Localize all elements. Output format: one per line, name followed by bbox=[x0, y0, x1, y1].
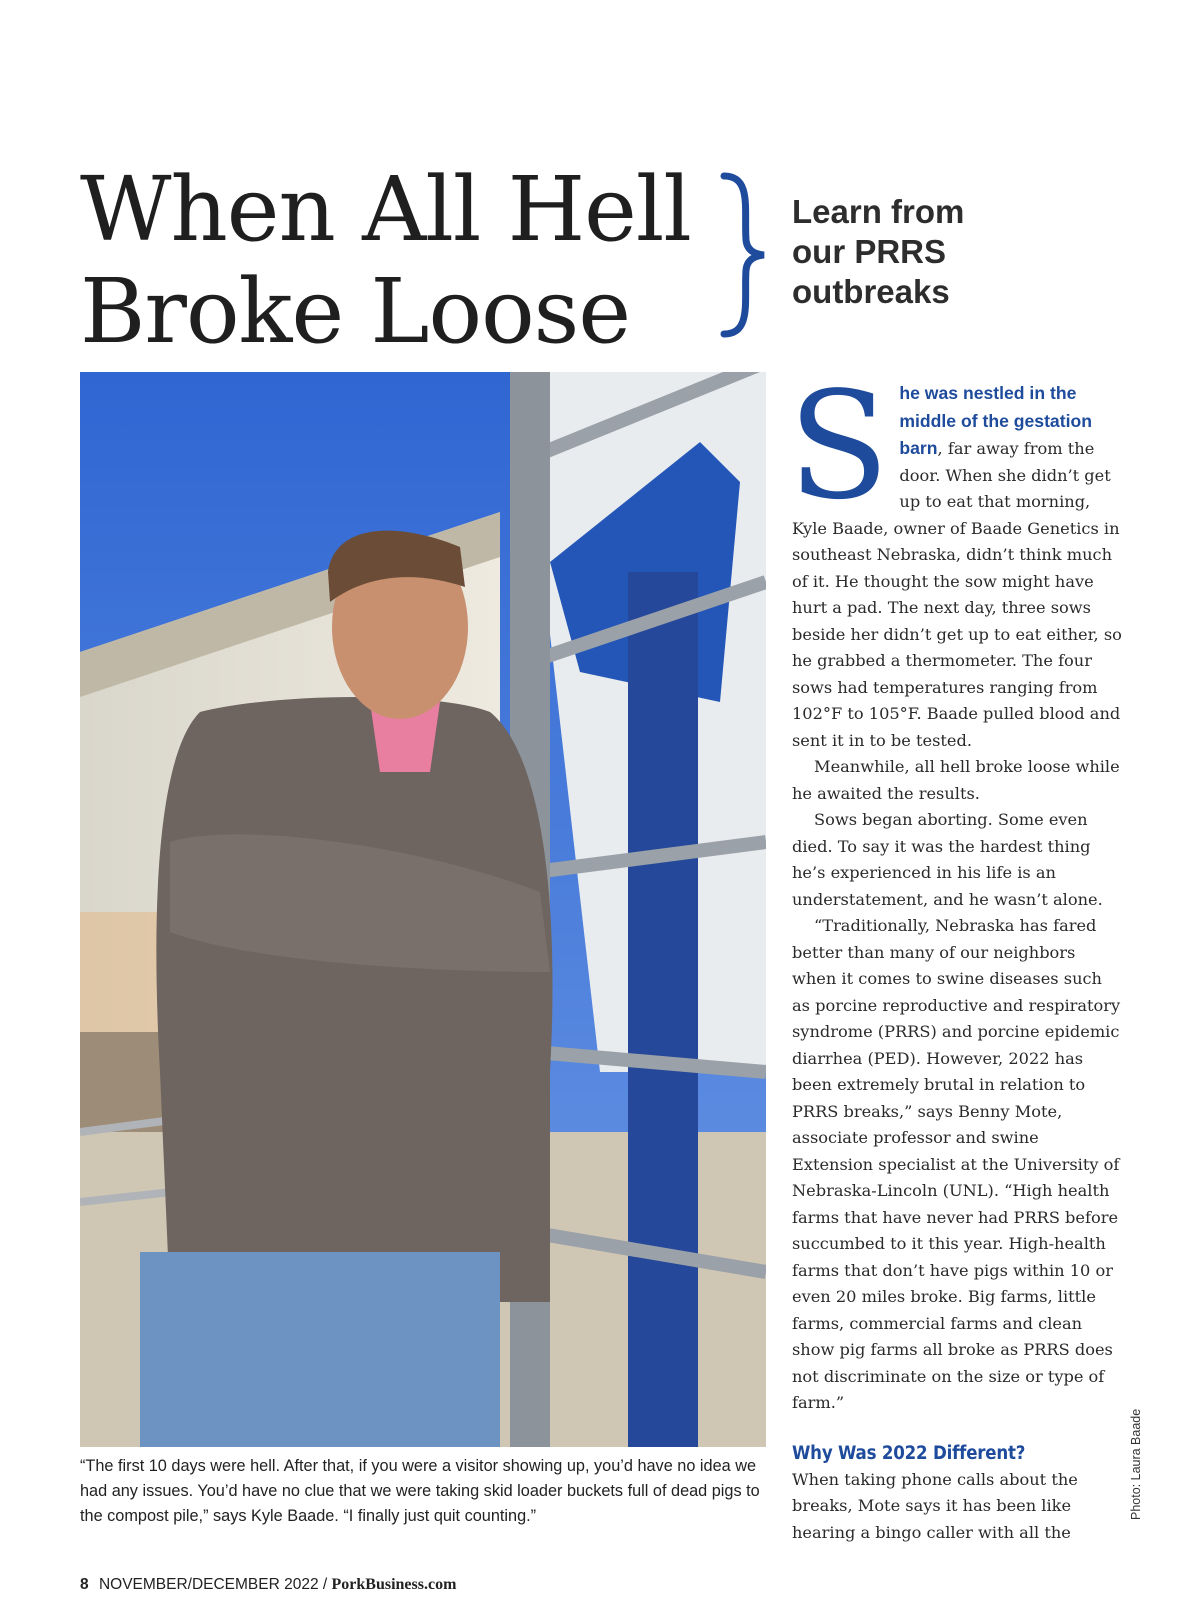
deck-subtitle: Learn from our PRRS outbreaks bbox=[792, 193, 965, 310]
article-body bbox=[788, 360, 1122, 1546]
section-subhead: Why Was 2022 Different? bbox=[792, 1442, 1026, 1464]
right-brace-icon bbox=[718, 170, 774, 340]
drop-cap: S bbox=[788, 360, 890, 532]
photo-credit: Photo: Laura Baade bbox=[1129, 1408, 1143, 1520]
site-link[interactable]: PorkBusiness.com bbox=[331, 1576, 457, 1593]
paragraph-4: “Traditionally, Nebraska has fared better than many of our neighbors when it comes to swine diseases such as porcine reproductive and respiratory syndrome (PRRS) and porcine epidemic diarrhea (PED). However, 2022 has been extremely brutal in relation to PRRS breaks,” says Benny Mote, associate professor and swine Extension specialist at the University of Nebraska-Lincoln (UNL). “High health farms that have never had PRRS before succumbed to it this year. High-health farms that don’t have pigs within 10 or even 20 miles broke. Big farms, little farms, commercial farms and clean show pig farms all broke as PRRS does not discriminate on the size or type of farm.” bbox=[792, 916, 1121, 1412]
headline bbox=[80, 158, 720, 362]
paragraph-5: When taking phone calls about the breaks, Mote says it has been like hearing a bingo caller with all the bbox=[792, 1469, 1078, 1542]
paragraph-2: Meanwhile, all hell broke loose while he awaited the results. bbox=[792, 757, 1120, 803]
photo-caption: “The first 10 days were hell. After that, if you were a visitor showing up, you’d have no idea we had any issues. You’d have no clue that we were taking skid loader buckets full of dead pigs to the compost pile,” says Kyle Baade. “I finally just quit counting.” bbox=[80, 1457, 760, 1525]
paragraph-1-text: , far away from the door. When she didn’t get up to eat that morning, Kyle Baade, owner of Baade Genetics in southeast Nebraska, didn’t think much of it. He thought the sow might have hurt a pad. The next day, three sows beside her didn’t get up to eat either, so he grabbed a thermometer. The four sows had temperatures ranging from 102°F to 105°F. Baade pulled blood and sent it in to be tested. bbox=[792, 439, 1122, 750]
paragraph-3: Sows began aborting. Some even died. To say it was the hardest thing he’s experienced in his life is an understatement, and he wasn’t alone. bbox=[792, 810, 1103, 909]
headline-line-1: When All Hell bbox=[80, 157, 691, 261]
paragraph-1 bbox=[788, 360, 1122, 754]
page-number: 8 bbox=[80, 1576, 89, 1593]
page-footer bbox=[80, 1576, 456, 1594]
issue-date: NOVEMBER/DECEMBER 2022 / bbox=[98, 1576, 328, 1593]
article-photo bbox=[80, 372, 766, 1447]
lead-in: he was nestled in the middle of the gestation barn bbox=[899, 383, 1092, 458]
headline-line-2: Broke Loose bbox=[80, 259, 631, 363]
